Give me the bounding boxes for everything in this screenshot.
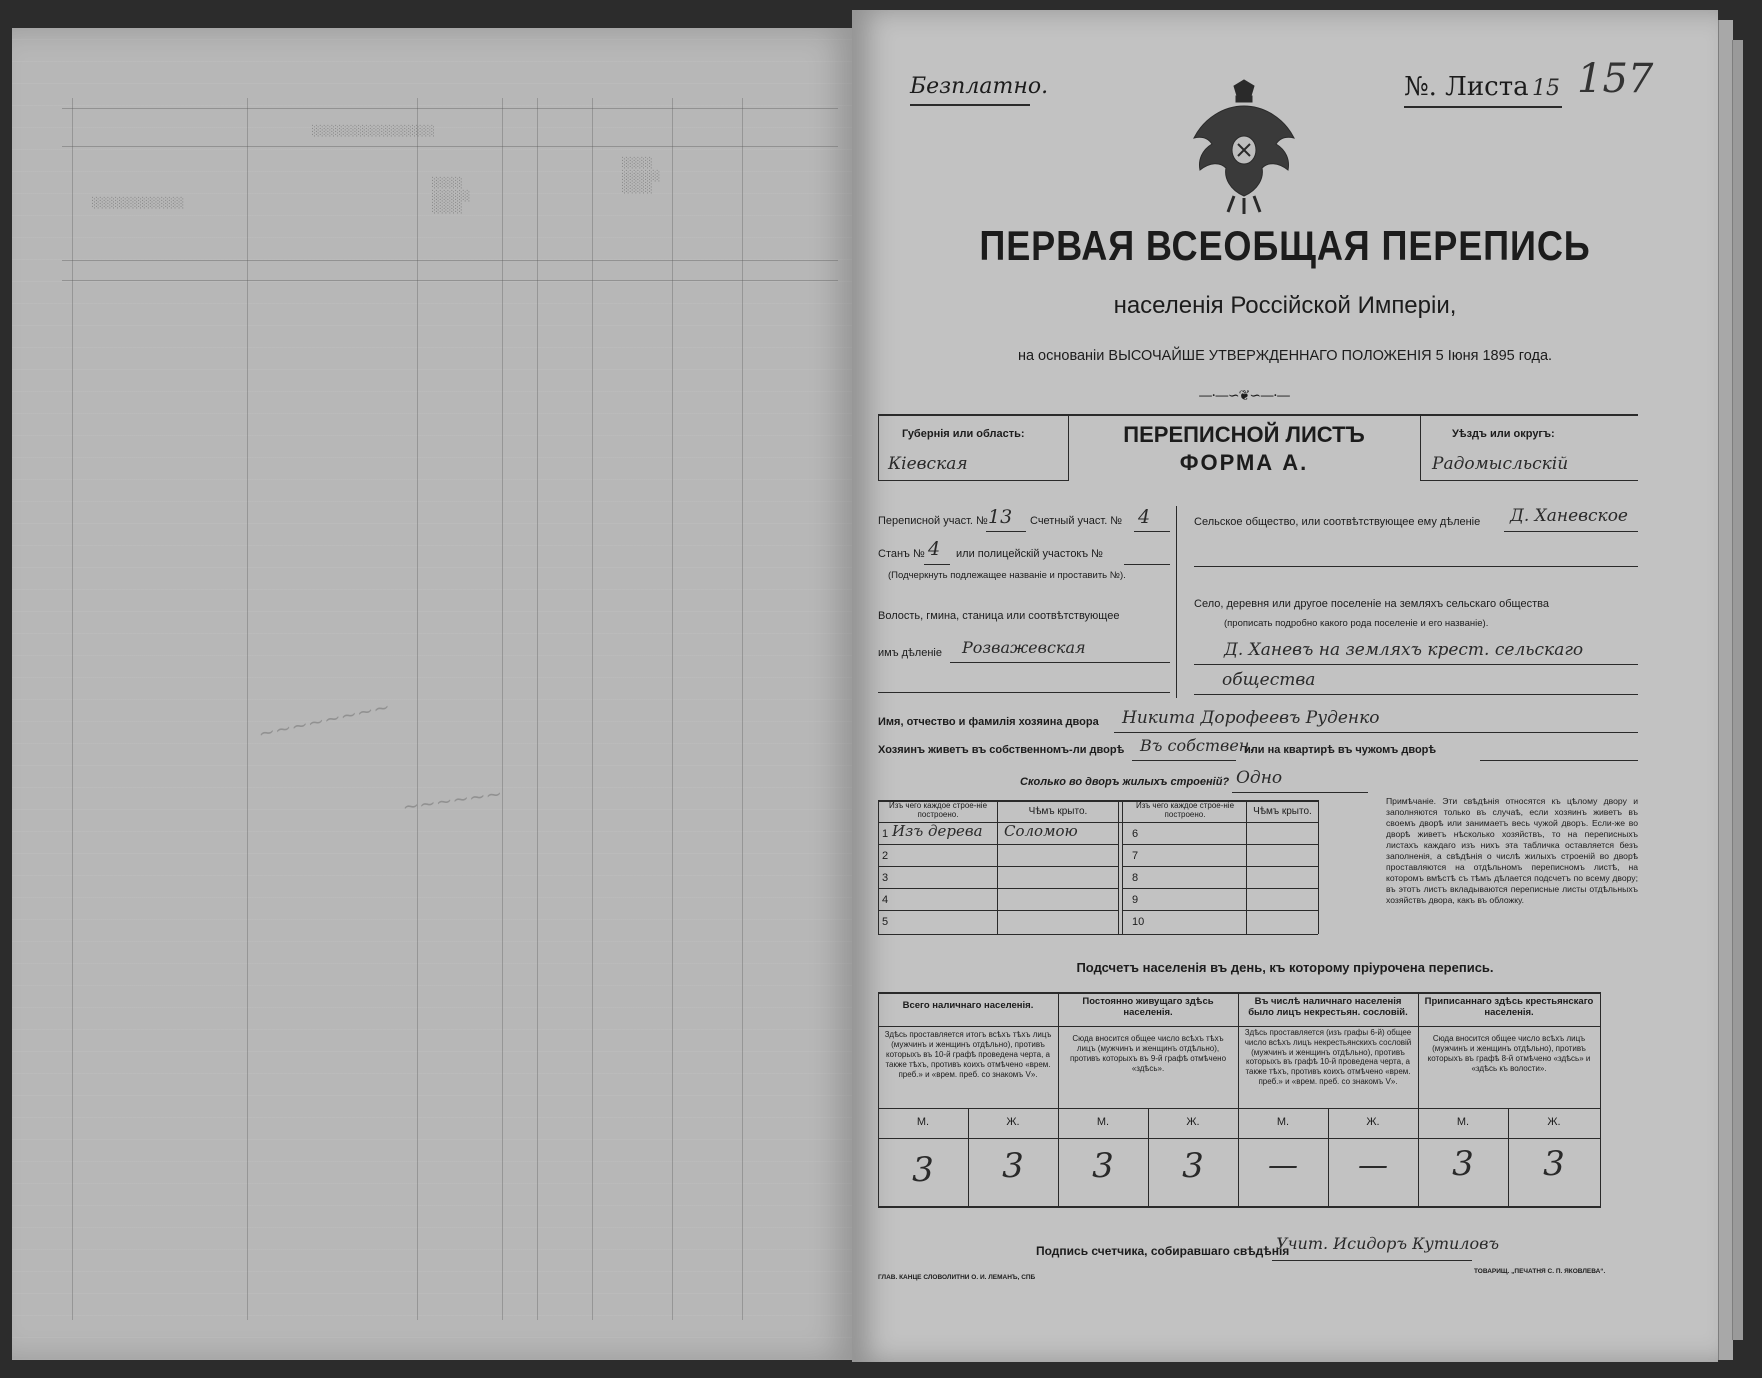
pop-col-1-male-label: М. [916, 1116, 930, 1128]
volost-label-2: имъ дѣленіе [878, 647, 942, 659]
building-material-value: Изъ дерева [892, 822, 983, 840]
pop-col-4-female-label: Ж. [1547, 1116, 1561, 1128]
printer-mark-left: ГЛАВ. КАНЦЕ СЛОВОЛИТНИ О. И. ЛЕМАНЪ, СПБ [878, 1274, 1036, 1281]
settlement-value-line-1: Д. Ханевъ на земляхъ крест. сельскаго [1224, 640, 1584, 660]
pop-col-1-description: Здѣсь проставляется итогъ всѣхъ тѣхъ лицъ (мужчинъ и женщинъ отдѣльно), противъ которыхъ въ 10-й графѣ проведена черта, а также тѣхъ, противъ коихъ отмѣчено «врем. преб.» и «врем. преб. со знакомъ V». [884, 1030, 1052, 1079]
village-society-value: Д. Ханевское [1510, 506, 1628, 526]
building-row-number: 9 [1132, 894, 1139, 906]
stan-label: Станъ № [878, 548, 925, 560]
pop-col-3-male-value: — [1268, 1148, 1298, 1183]
lives-own-yard-label: Хозяинъ живетъ въ собственномъ-ли дворѣ [878, 744, 1125, 756]
left-page-back-side [12, 28, 860, 1360]
pop-col-3-female-value: — [1358, 1148, 1388, 1183]
pop-col-1-female-value: 3 [1002, 1146, 1024, 1186]
col-material-header: Изъ чего каждое строе-ніе построено. [1135, 801, 1235, 819]
settlement-label: Село, деревня или другое поселеніе на земляхъ сельскаго общества [1194, 598, 1549, 610]
owner-name-value: Никита Дорофеевъ Руденко [1122, 708, 1380, 728]
owner-name-label: Имя, отчество и фамилія хозяина двора [878, 716, 1099, 728]
census-area-value: 13 [988, 506, 1013, 528]
building-row-number: 5 [882, 916, 889, 928]
census-area-label: Переписной участ. № [878, 515, 988, 527]
lives-own-yard-value: Въ собствен. [1140, 736, 1255, 755]
form-basis-text: на основаніи ВЫСОЧАЙШЕ УТВЕРЖДЕННАГО ПОЛОЖЕНІЯ 5 Іюня 1895 года. [1017, 348, 1553, 364]
building-row-number: 4 [882, 894, 889, 906]
stan-value: 4 [928, 538, 941, 560]
enumerator-signature-value: Учит. Исидоръ Кутиловъ [1276, 1234, 1500, 1253]
pop-col-2-description: Сюда вносится общее число всѣхъ тѣхъ лицъ (мужчинъ и женщинъ отдѣльно), противъ которыхъ въ 9-й графѣ отмѣчено «здѣсь». [1069, 1034, 1227, 1073]
pop-col-4-description: Сюда вносится общее число всѣхъ лицъ (мужчинъ и женщинъ отдѣльно), противъ которыхъ въ графѣ 8-й отмѣчено «здѣсь» и «здѣсь къ волости». [1427, 1034, 1591, 1073]
pop-col-4-header: Приписаннаго здѣсь крестьянскаго населенія. [1424, 996, 1594, 1018]
province-value: Кіевская [888, 454, 968, 474]
form-title-sheet: ПЕРЕПИСНОЙ ЛИСТЪ [1123, 422, 1365, 447]
printer-mark-right: ТОВАРИЩ. „ПЕЧАТНЯ С. П. ЯКОВЛЕВА“. [1474, 1268, 1606, 1275]
page-edge [1732, 40, 1743, 1340]
building-row-number: 7 [1132, 850, 1139, 862]
pop-col-2-female-label: Ж. [1186, 1116, 1200, 1128]
pop-col-3-description: Здѣсь проставляется (изъ графы 6-й) общее число всѣхъ лицъ некрестьянскихъ сословій (мужчинъ и женщинъ отдѣльно), противъ которыхъ въ графѣ 10-й проведена черта, а также тѣхъ, противъ коихъ отмѣчено «врем. преб.» и «врем. преб. со знакомъ V». [1244, 1028, 1412, 1086]
lives-rented-label: или на квартирѣ въ чужомъ дворѣ [1244, 744, 1437, 756]
col-material-header: Изъ чего каждое строе-ніе построено. [888, 801, 988, 819]
form-subtitle: населенія Россійской Имперіи, [1113, 292, 1457, 319]
settlement-value-line-2: общества [1222, 670, 1316, 690]
volost-value: Розважевская [962, 638, 1086, 657]
settlement-note: (прописать подробно какого рода поселеніе и его названіе). [1224, 618, 1489, 629]
pop-col-3-male-label: М. [1276, 1116, 1290, 1128]
bleed-through-text: ░░░░░░░░░░░░░░░░ [312, 126, 436, 137]
pop-col-4-female-value: 3 [1543, 1144, 1565, 1184]
ornament-divider: —·—∽❦∽—·— [1198, 388, 1290, 404]
footnote-text: Примѣчаніе. Эти свѣдѣнія относятся къ цѣлому двору и заполняются только въ случаѣ, если хозяинъ живетъ въ своемъ дворѣ или занимаетъ весь чужой дворъ. Если-же во дворѣ живетъ нѣсколько хозяйствъ, то на переписныхъ листахъ каждаго изъ нихъ эта табличка оставляется безъ заполненія, а свѣдѣнія о числѣ жилыхъ строеній во дворѣ проставляются на отдѣльномъ переписномъ листѣ, на которомъ вмѣстѣ съ тѣмъ дѣлается подсчетъ по всему двору; въ этотъ листъ вкладываются переписные листы отдѣльныхъ хозяйствъ двора, какъ въ обложку. [1386, 796, 1638, 905]
volost-label: Волость, гмина, станица или соотвѣтствующее [878, 610, 1120, 622]
col-roof-header: Чѣмъ крыто. [1028, 806, 1088, 817]
village-society-label: Сельское общество, или соотвѣтствующее ему дѣленіе [1194, 516, 1481, 528]
archive-number: 157 [1577, 56, 1654, 102]
district-value: Радомысльскій [1432, 454, 1569, 474]
bleed-through-handwriting: ~~~~~~~~ [255, 694, 393, 746]
pop-col-2-header: Постоянно живущаго здѣсь населенія. [1082, 996, 1214, 1018]
bleed-through-text: ░░░░░░░░░░░░ [92, 198, 185, 209]
pop-col-1-male-value: 3 [912, 1150, 934, 1190]
buildings-count-label: Сколько во дворъ жилыхъ строеній? [1020, 776, 1230, 788]
form-title-variant: ФОРМА А. [1179, 450, 1309, 475]
count-area-label: Счетный участ. № [1030, 515, 1123, 527]
pop-col-2-male-value: 3 [1092, 1146, 1114, 1186]
pop-col-2-male-label: М. [1096, 1116, 1110, 1128]
building-roof-value: Соломою [1004, 822, 1078, 840]
building-row-number: 3 [882, 872, 889, 884]
bleed-through-text: ░░░░ ░░░░░ ░░░░ [622, 158, 661, 194]
enumerator-signature-label: Подпись счетчика, собиравшаго свѣдѣнія [1036, 1244, 1290, 1258]
pop-col-1-header: Всего наличнаго населенія. [902, 1000, 1034, 1011]
police-area-label: или полицейскій участокъ № [956, 548, 1103, 560]
building-row-number: 1 [882, 828, 889, 840]
province-label: Губернія или область: [902, 428, 1025, 440]
pop-col-3-header: Въ числѣ наличнаго населенія было лицъ некрестьян. сословій. [1248, 996, 1408, 1018]
bleed-through-text: ░░░░ ░░░░░ ░░░░ [432, 178, 471, 214]
sheet-number-value: 15 [1532, 76, 1560, 101]
buildings-count-value: Одно [1236, 768, 1283, 788]
census-form-page [852, 10, 1718, 1362]
stan-note: (Подчеркнуть подлежащее названіе и проставить №). [888, 570, 1126, 581]
building-row-number: 8 [1132, 872, 1139, 884]
form-main-title: ПЕРВАЯ ВСЕОБЩАЯ ПЕРЕПИСЬ [979, 222, 1591, 269]
building-row-number: 6 [1132, 828, 1139, 840]
sheet-number-label: №. Листа [1404, 72, 1529, 102]
page-edge [1718, 20, 1733, 1360]
pop-col-4-male-value: 3 [1452, 1144, 1474, 1184]
pop-col-1-female-label: Ж. [1006, 1116, 1020, 1128]
pop-col-2-female-value: 3 [1182, 1146, 1204, 1186]
building-row-number: 10 [1132, 916, 1145, 928]
building-row-number: 2 [882, 850, 889, 862]
pop-col-4-male-label: М. [1456, 1116, 1470, 1128]
pop-col-3-female-label: Ж. [1366, 1116, 1380, 1128]
free-label: Безплатно. [910, 74, 1049, 99]
imperial-eagle-icon [1184, 78, 1304, 218]
count-area-value: 4 [1138, 506, 1151, 528]
population-count-title: Подсчетъ населенія въ день, къ которому пріурочена перепись. [1076, 960, 1494, 975]
col-roof-header: Чѣмъ крыто. [1253, 806, 1312, 817]
bleed-through-handwriting: ~~~~~~ [400, 781, 504, 819]
district-label: Уѣздъ или округъ: [1452, 428, 1555, 440]
